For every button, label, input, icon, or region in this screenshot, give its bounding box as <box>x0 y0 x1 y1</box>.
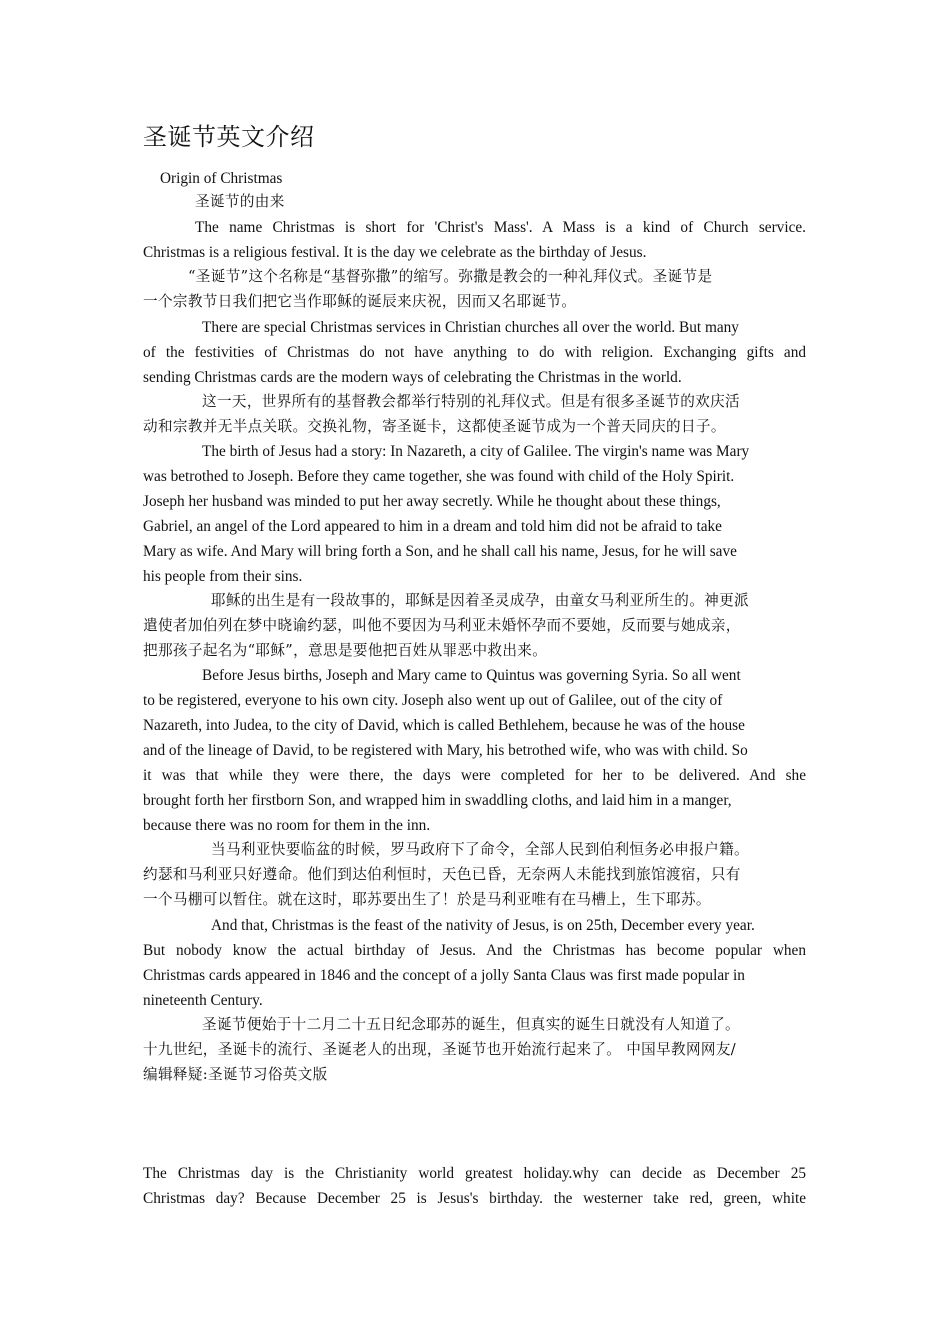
p3-zh-line: 遣使者加伯列在梦中晓谕约瑟，叫他不要因为马利亚未婚怀孕而不要她，反而要与她成亲， <box>143 617 741 634</box>
origin-heading: Origin of Christmas <box>160 170 283 187</box>
p5-en-line: nineteenth Century. <box>143 992 263 1009</box>
p1-en-line: The name Christmas is short for 'Christ's Mass'. A Mass is a kind of Church service. <box>195 219 806 236</box>
p1-en-line: Christmas is a religious festival. It is the day we celebrate as the birthday of Jesus. <box>143 244 647 261</box>
p4-zh-line: 当马利亚快要临盆的时候，罗马政府下了命令，全部人民到伯利恒务必申报户籍。 <box>211 841 749 858</box>
p5-en-line: Christmas cards appeared in 1846 and the concept of a jolly Santa Claus was first made popular in <box>143 967 745 984</box>
p2-zh-line: 动和宗教并无半点关联。交换礼物，寄圣诞卡，这都使圣诞节成为一个普天同庆的日子。 <box>143 418 726 435</box>
p2-en-line: There are special Christmas services in Christian churches all over the world. But many <box>202 319 739 336</box>
p4-en-line: to be registered, everyone to his own city. Joseph also went up out of Galilee, out of the city of <box>143 692 723 709</box>
p4-zh-line: 一个马棚可以暂住。就在这时，耶苏要出生了！於是马利亚唯有在马槽上，生下耶苏。 <box>143 891 711 908</box>
p4-en-line: brought forth her firstborn Son, and wrapped him in swaddling cloths, and laid him in a manger, <box>143 792 732 809</box>
p4-en-line: and of the lineage of David, to be registered with Mary, his betrothed wife, who was with child. So <box>143 742 748 759</box>
p6-en-line: The Christmas day is the Christianity world greatest holiday.why can decide as December 25 <box>143 1165 806 1182</box>
p2-zh-line: 这一天，世界所有的基督教会都举行特别的礼拜仪式。但是有很多圣诞节的欢庆活 <box>202 393 740 410</box>
p3-en-line: Gabriel, an angel of the Lord appeared to him in a dream and told him did not be afraid to take <box>143 518 722 535</box>
p3-zh-line: 耶稣的出生是有一段故事的，耶稣是因着圣灵成孕，由童女马利亚所生的。神更派 <box>211 592 749 609</box>
p1-zh-line: “圣诞节”这个名称是“基督弥撒”的缩写。弥撒是教会的一种礼拜仪式。圣诞节是 <box>188 268 713 285</box>
p5-zh-line: 十九世纪，圣诞卡的流行、圣诞老人的出现，圣诞节也开始流行起来了。 中国早教网网友/ <box>143 1041 737 1058</box>
p4-en-line: Nazareth, into Judea, to the city of David, which is called Bethlehem, because he was of the house <box>143 717 745 734</box>
p4-en-line: Before Jesus births, Joseph and Mary came to Quintus was governing Syria. So all went <box>202 667 741 684</box>
p4-en-line: it was that while they were there, the days were completed for her to be delivered. And she <box>143 767 806 784</box>
p6-en-line: Christmas day? Because December 25 is Jesus's birthday. the westerner take red, green, white <box>143 1190 806 1207</box>
p4-en-line: because there was no room for them in the inn. <box>143 817 431 834</box>
p3-zh-line: 把那孩子起名为“耶稣”，意思是要他把百姓从罪恶中救出来。 <box>143 642 548 659</box>
p4-zh-line: 约瑟和马利亚只好遵命。他们到达伯利恒时，天色已昏，无奈两人未能找到旅馆渡宿，只有 <box>143 866 741 883</box>
p2-en-line: sending Christmas cards are the modern ways of celebrating the Christmas in the world. <box>143 369 682 386</box>
p3-en-line: was betrothed to Joseph. Before they came together, she was found with child of the Holy Spirit. <box>143 468 735 485</box>
p5-en-line: But nobody know the actual birthday of Jesus. And the Christmas has become popular when <box>143 942 806 959</box>
p5-en-line: And that, Christmas is the feast of the nativity of Jesus, is on 25th, December every year. <box>211 917 755 934</box>
p1-zh-line: 一个宗教节日我们把它当作耶稣的诞辰来庆祝，因而又名耶诞节。 <box>143 293 577 310</box>
p3-en-line: The birth of Jesus had a story: In Nazareth, a city of Galilee. The virgin's name was Mary <box>202 443 750 460</box>
origin-heading-zh: 圣诞节的由来 <box>195 193 285 210</box>
p2-en-line: of the festivities of Christmas do not have anything to do with religion. Exchanging gifts and <box>143 344 806 361</box>
p3-en-line: Joseph her husband was minded to put her away secretly. While he thought about these things, <box>143 493 721 510</box>
p3-en-line: his people from their sins. <box>143 568 303 585</box>
p5-zh-line: 编辑释疑:圣诞节习俗英文版 <box>143 1066 328 1083</box>
page-title: 圣诞节英文介绍 <box>143 123 315 151</box>
p3-en-line: Mary as wife. And Mary will bring forth a Son, and he shall call his name, Jesus, for he will save <box>143 543 737 560</box>
p5-zh-line: 圣诞节便始于十二月二十五日纪念耶苏的诞生，但真实的诞生日就没有人知道了。 <box>202 1016 740 1033</box>
